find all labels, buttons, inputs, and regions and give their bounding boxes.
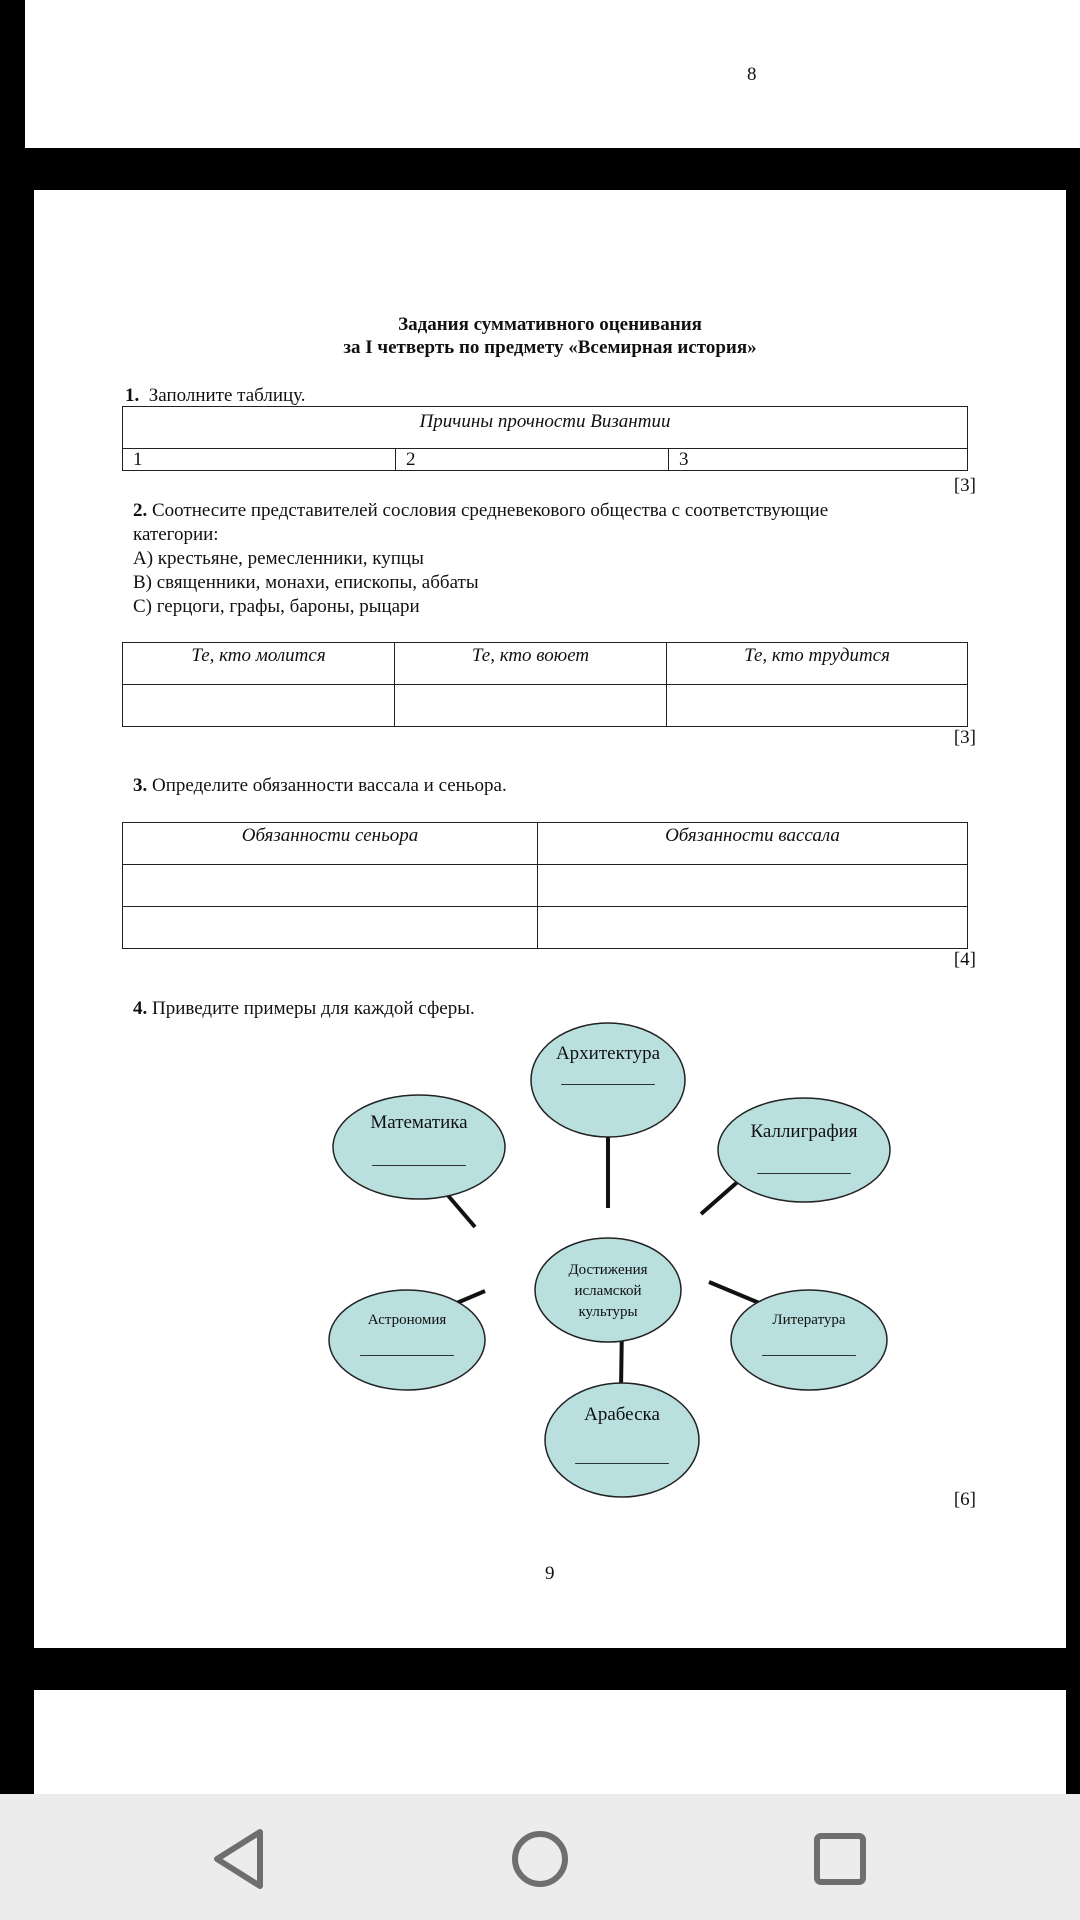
q2-answer-cell[interactable] [395, 685, 667, 727]
previous-page [25, 0, 1080, 148]
question-1-number: 1. [125, 385, 140, 406]
question-2 [133, 499, 828, 523]
q1-score: [3] [953, 475, 976, 496]
q2-col-header: Те, кто воюет [395, 643, 667, 685]
question-4-text: Приведите примеры для каждой сферы. [152, 998, 475, 1019]
question-2-text-cont: категории: [133, 524, 219, 545]
mathematics-label: Математика [370, 1112, 468, 1133]
q2-option: В) священники, монахи, епископы, аббаты [133, 572, 479, 593]
page-number-bottom: 9 [545, 1563, 555, 1584]
q3-table [122, 822, 968, 949]
arabesque-blank: ___________ [575, 1447, 669, 1466]
question-2-text: Соотнесите представителей сословия средневекового общества с соответствующие [152, 500, 829, 521]
page-title-line1: Задания суммативного оценивания [398, 314, 702, 335]
q1-table [122, 406, 968, 471]
navigation-bar [0, 1794, 1080, 1920]
node-mathematics [333, 1095, 505, 1199]
node-calligraphy [718, 1098, 890, 1202]
worksheet-page [34, 190, 1066, 1648]
q3-col-header: Обязанности сеньора [123, 823, 538, 865]
center-label-line: исламской [574, 1283, 642, 1299]
astronomy-label: Астрономия [367, 1312, 447, 1328]
page-number-top: 8 [747, 64, 757, 85]
astronomy-blank: ___________ [360, 1339, 454, 1358]
back-icon[interactable] [205, 1824, 275, 1894]
question-3 [133, 774, 507, 798]
question-3-number: 3. [133, 775, 148, 796]
node-arabesque [545, 1383, 699, 1497]
q2-score: [3] [953, 727, 976, 748]
q3-col-header: Обязанности вассала [538, 823, 968, 865]
question-4-number: 4. [133, 998, 148, 1019]
q1-cell[interactable]: 1 [123, 449, 396, 471]
architecture-label: Архитектура [555, 1043, 661, 1064]
literature-blank: ___________ [762, 1339, 856, 1358]
mathematics-blank: ___________ [372, 1149, 466, 1168]
q2-option: С) герцоги, графы, бароны, рыцари [133, 596, 420, 617]
q3-answer-cell[interactable] [538, 865, 968, 907]
calligraphy-label: Каллиграфия [750, 1121, 858, 1142]
q2-col-header: Те, кто трудится [667, 643, 968, 685]
home-icon[interactable] [505, 1824, 575, 1894]
question-2-number: 2. [133, 500, 148, 521]
q3-answer-cell[interactable] [123, 865, 538, 907]
calligraphy-blank: ___________ [757, 1157, 851, 1176]
question-3-text: Определите обязанности вассала и сеньора. [152, 775, 507, 796]
arabesque-label: Арабеска [584, 1404, 660, 1425]
q2-table [122, 642, 968, 727]
q2-answer-cell[interactable] [667, 685, 968, 727]
q3-answer-cell[interactable] [538, 907, 968, 949]
q2-option: А) крестьяне, ремесленники, купцы [133, 548, 424, 569]
center-label-line: Достижения [568, 1262, 648, 1278]
culture-diagram [314, 1010, 954, 1610]
q1-cell[interactable]: 2 [396, 449, 669, 471]
q1-table-header: Причины прочности Византии [123, 407, 968, 449]
q3-answer-cell[interactable] [123, 907, 538, 949]
question-1 [125, 384, 306, 408]
recents-icon[interactable] [805, 1824, 875, 1894]
q1-cell[interactable]: 3 [669, 449, 968, 471]
q4-score: [6] [953, 1489, 976, 1510]
page-title-line2: за I четверть по предмету «Всемирная история» [343, 337, 757, 358]
q2-answer-cell[interactable] [123, 685, 395, 727]
architecture-blank: ___________ [561, 1068, 655, 1087]
literature-label: Литература [772, 1312, 846, 1328]
q2-col-header: Те, кто молится [123, 643, 395, 685]
q3-score: [4] [953, 949, 976, 970]
center-label-line: культуры [578, 1304, 638, 1320]
question-1-text: Заполните таблицу. [148, 385, 306, 406]
